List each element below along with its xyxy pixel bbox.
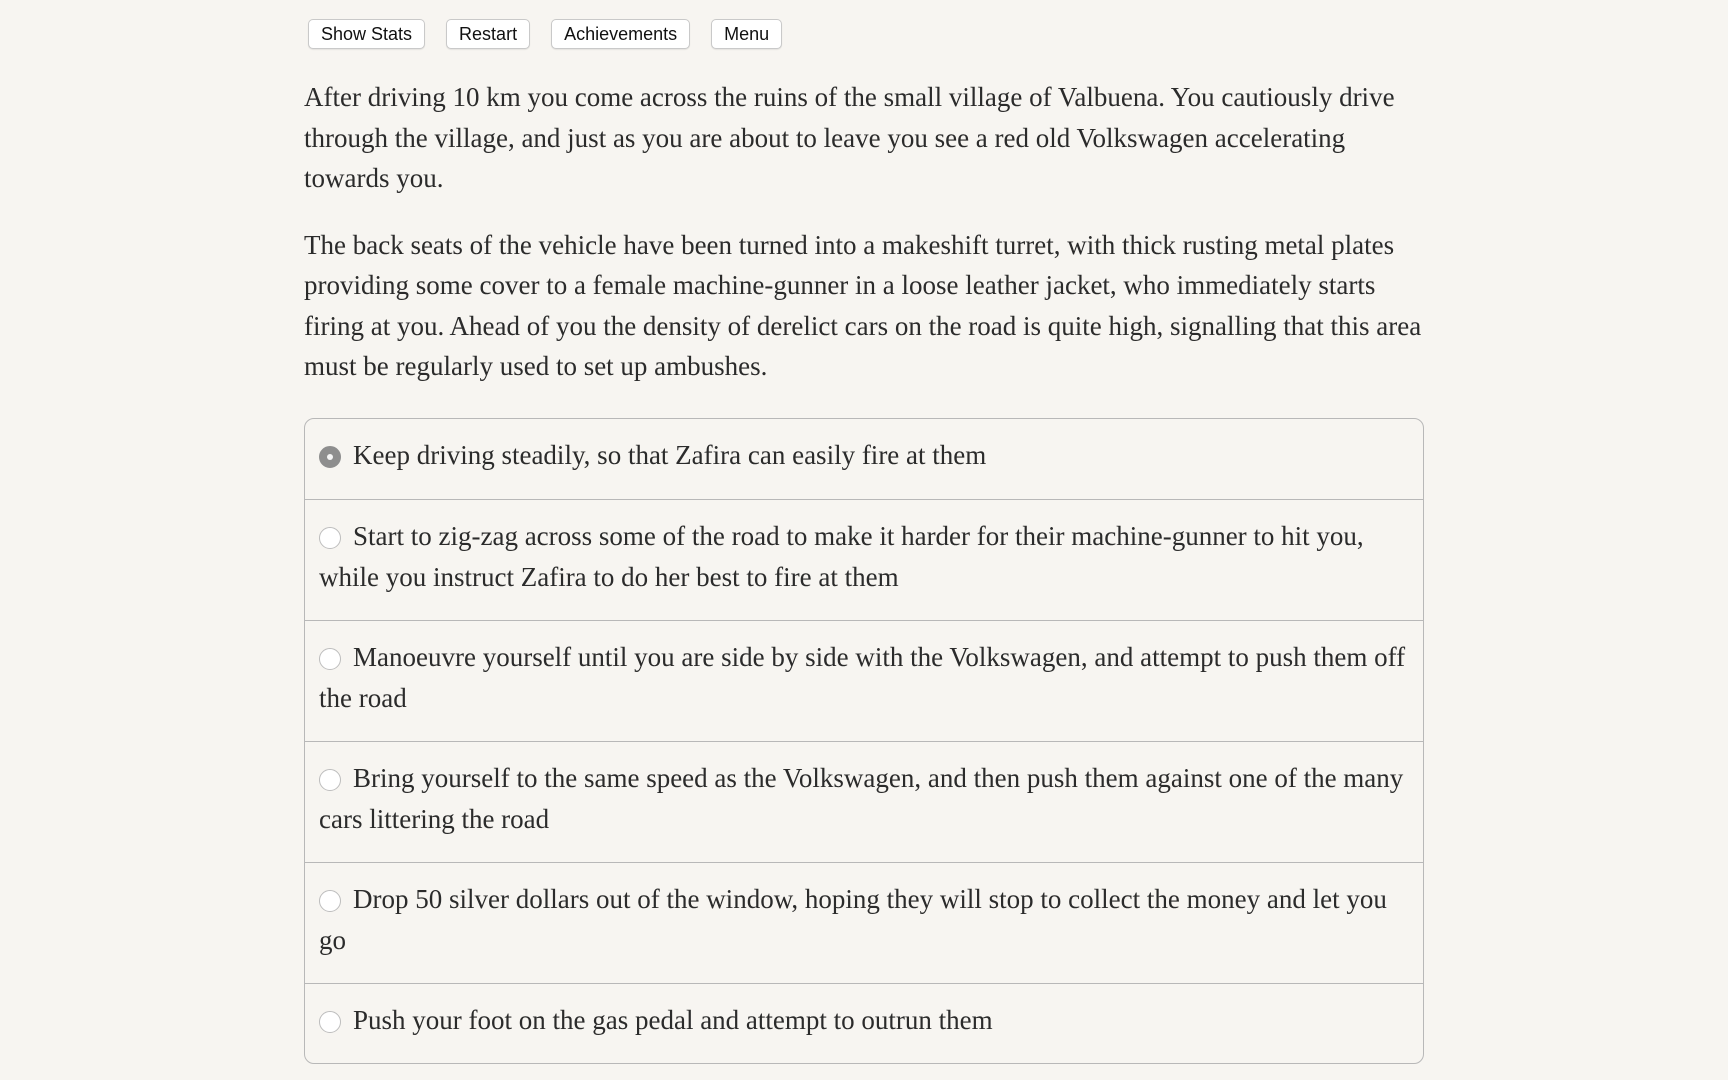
story-paragraph: After driving 10 km you come across the ruins of the small village of Valbuena. You cautiously drive through the village, and just as you are about to leave you see a red old Volkswagen accelerating towards you. — [304, 82, 1395, 193]
achievements-button[interactable]: Achievements — [551, 19, 690, 49]
story-text — [304, 77, 1424, 413]
choice-list — [304, 418, 1424, 1064]
choice-label: Start to zig-zag across some of the road to make it harder for their machine-gunner to hit you, while you instruct Zafira to do her best to fire at them — [319, 521, 1364, 592]
choice-option[interactable] — [305, 620, 1423, 741]
radio-button-icon[interactable] — [319, 890, 341, 912]
choice-option[interactable] — [305, 419, 1423, 499]
radio-button-icon[interactable] — [319, 769, 341, 791]
choice-option[interactable] — [305, 741, 1423, 862]
choice-label: Drop 50 silver dollars out of the window, hoping they will stop to collect the money and let you go — [319, 884, 1387, 955]
radio-button-icon[interactable] — [319, 527, 341, 549]
choice-label: Manoeuvre yourself until you are side by side with the Volkswagen, and attempt to push them off the road — [319, 642, 1406, 713]
radio-button-icon[interactable] — [319, 1011, 341, 1033]
story-paragraph: The back seats of the vehicle have been turned into a makeshift turret, with thick rusting metal plates providing some cover to a female machine-gunner in a loose leather jacket, who immediately starts firing at you. Ahead of you the density of derelict cars on the road is quite high, signalling that this area must be regularly used to set up ambushes. — [304, 229, 1422, 381]
choice-label: Push your foot on the gas pedal and attempt to outrun them — [353, 1005, 993, 1035]
choice-option[interactable] — [305, 499, 1423, 620]
choice-label: Keep driving steadily, so that Zafira can easily fire at them — [353, 440, 987, 470]
toolbar — [308, 19, 782, 49]
show-stats-button[interactable]: Show Stats — [308, 19, 425, 49]
choice-option[interactable] — [305, 983, 1423, 1063]
choice-label: Bring yourself to the same speed as the Volkswagen, and then push them against one of the many cars littering the road — [319, 763, 1404, 834]
menu-button[interactable]: Menu — [711, 19, 782, 49]
radio-button-selected-icon[interactable] — [319, 446, 341, 468]
choice-option[interactable] — [305, 862, 1423, 983]
restart-button[interactable]: Restart — [446, 19, 530, 49]
radio-button-icon[interactable] — [319, 648, 341, 670]
